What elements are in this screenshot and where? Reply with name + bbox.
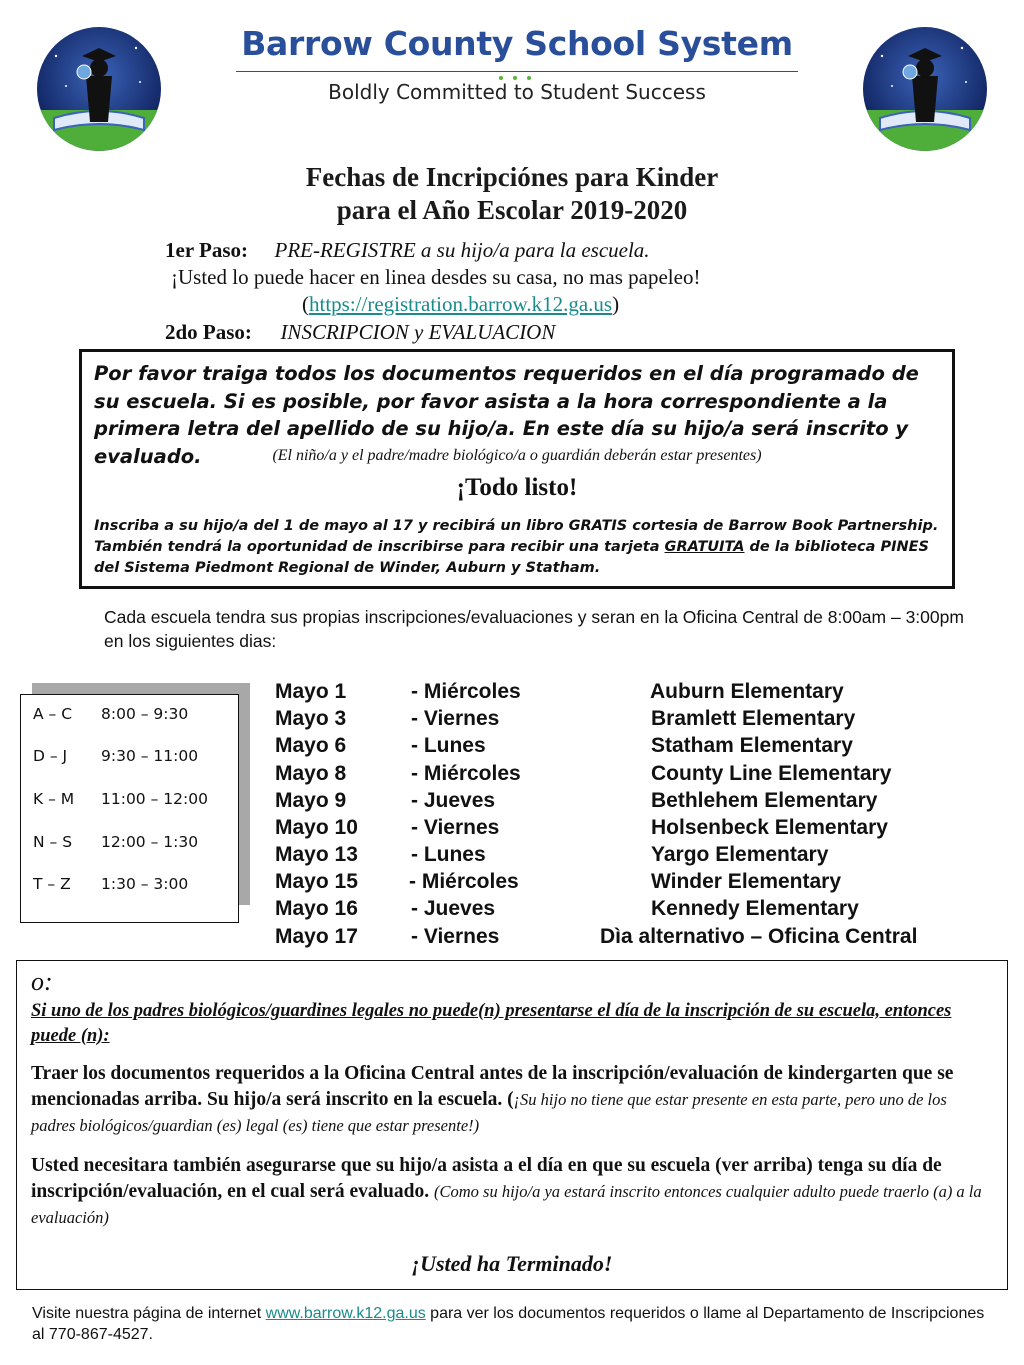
schedule-day: - Miércoles	[411, 762, 521, 785]
schedule-school: Yargo Elementary	[651, 843, 829, 866]
bring-documents-paragraph	[31, 1061, 991, 1139]
schedule-date: Mayo 9	[275, 789, 347, 812]
instructions-text: Por favor traiga todos los documentos requeridos en el día programado de su escuela. Si es posible, por favor asista a la hora correspondiente a la primera letra del apellido de su hijo/a. En este día su hijo/a será inscrito y evaluado.	[94, 362, 919, 468]
evaluation-day-text: Usted necesitara también asegurarse que su hijo/a asista a el día en que su escuela (ver arriba) tenga su día de inscripción/evaluación, en el cual será evaluado.	[31, 1155, 942, 1202]
slot-time: 11:00 – 12:00	[101, 790, 208, 808]
step1-rest: a su hijo/a para la escuela.	[420, 238, 650, 262]
ready-heading: ¡Todo listo!	[456, 474, 578, 501]
page-title-line1: Fechas de Incripciónes para Kinder	[305, 162, 719, 192]
footer-note	[32, 1303, 992, 1345]
step2-line	[165, 320, 555, 345]
schedule-date: Mayo 3	[275, 707, 347, 730]
parent-absent-condition: Si uno de los padres biológicos/guardines legales no puede(n) presentarse el día de la inscripción de su escuela, entonces puede (n):	[31, 1001, 952, 1046]
attendance-note: (El niño/a y el padre/madre biológico/a o guardián deberán estar presentes)	[272, 447, 762, 464]
schedule-school: County Line Elementary	[651, 762, 892, 785]
step2-title: INSCRIPCION y EVALUACION	[280, 320, 556, 344]
schedule-school: Winder Elementary	[651, 870, 842, 893]
bring-documents-text: Traer los documentos requeridos a la Oficina Central antes de la inscripción/evaluación de kindergarten que se mencionadas arriba. Su hijo/a será inscrito en la escuela. (	[31, 1063, 954, 1110]
registration-link[interactable]: https://registration.barrow.k12.ga.us	[309, 292, 613, 316]
schedule-date: Mayo 17	[275, 925, 358, 948]
header-dots	[494, 67, 544, 75]
step1-line	[165, 238, 650, 263]
free-word: GRATUITA	[664, 539, 745, 555]
schedule-day: - Jueves	[411, 897, 496, 920]
district-tagline: Boldly Committed to Student Success	[328, 80, 706, 104]
schedule-school: Kennedy Elementary	[651, 897, 859, 920]
step1-label: 1er Paso:	[165, 238, 249, 262]
slot-time: 1:30 – 3:00	[101, 875, 189, 893]
free-book-note	[94, 516, 944, 579]
slot-letters: T – Z	[33, 875, 71, 893]
schedule-school: Bethlehem Elementary	[651, 789, 878, 812]
bring-documents-note: ¡Su hijo no tiene que estar presente en esta parte, pero uno de los padres biológicos/guardian (es) legal (es) tiene que estar presente!)	[31, 1090, 947, 1135]
schedule-day: - Viernes	[411, 816, 500, 839]
schedule-day: - Viernes	[411, 707, 500, 730]
schedule-date: Mayo 6	[275, 734, 347, 757]
free-book-text-a: Inscriba a su hijo/a del 1 de mayo al 17 y recibirá un libro GRATIS cortesia de Barrow Book Partnership. También tendrá la oportunidad de inscribirse para recibir una tarjeta	[94, 518, 939, 555]
slot-letters: K – M	[33, 790, 75, 808]
school-logo-right	[862, 26, 988, 152]
step2-label: 2do Paso:	[165, 320, 252, 344]
schedule-school: Holsenbeck Elementary	[651, 816, 888, 839]
schedule-day: - Miércoles	[411, 680, 521, 703]
page-title-line2: para el Año Escolar 2019-2020	[336, 195, 688, 225]
step1-link-line: (https://registration.barrow.k12.ga.us)	[302, 292, 620, 316]
instructions-box	[79, 349, 955, 589]
time-slot-row	[33, 790, 208, 808]
time-slot-row	[33, 705, 188, 723]
time-slot-row	[33, 833, 198, 851]
free-book-text-b: de la biblioteca PINES del Sistema Piedmont Regional de Winder, Auburn y Statham.	[94, 539, 929, 576]
evaluation-day-paragraph	[31, 1153, 991, 1231]
schedule-day: - Lunes	[411, 843, 486, 866]
step1-title: PRE-REGISTRE	[274, 238, 416, 262]
time-slot-table	[20, 694, 239, 923]
finished-heading: ¡Usted ha Terminado!	[411, 1251, 613, 1276]
schedule-day: - Lunes	[411, 734, 486, 757]
district-website-link[interactable]: www.barrow.k12.ga.us	[265, 1305, 426, 1322]
schedule-school: Statham Elementary	[651, 734, 853, 757]
schedule-date: Mayo 8	[275, 762, 347, 785]
alternative-box	[16, 960, 1008, 1290]
time-slot-row	[33, 747, 198, 765]
slot-time: 12:00 – 1:30	[101, 833, 199, 851]
school-logo-left	[36, 26, 162, 152]
footer-text-b: para ver los documentos requeridos o llame al Departamento de Inscripciones al 770-867-4527.	[32, 1305, 985, 1343]
time-slot-row	[33, 875, 188, 893]
slot-time: 8:00 – 9:30	[101, 705, 189, 723]
slot-letters: D – J	[33, 747, 68, 765]
footer-text-a: Visite nuestra página de internet	[32, 1305, 266, 1322]
schedule-school: Dìa alternativo – Oficina Central	[600, 925, 918, 948]
schedule-date: Mayo 10	[275, 816, 358, 839]
schedule-date: Mayo 13	[275, 843, 358, 866]
schedule-day: - Viernes	[411, 925, 500, 948]
schedule-school: Auburn Elementary	[650, 680, 844, 703]
schedule-day: - Miércoles	[409, 870, 519, 893]
evaluation-day-note: (Como su hijo/a ya estará inscrito entonces cualquier adulto puede traerlo (a) a la evaluación)	[31, 1182, 982, 1227]
schedule-date: Mayo 15	[275, 870, 358, 893]
slot-letters: A – C	[33, 705, 73, 723]
step1-online-note: ¡Usted lo puede hacer en linea desdes su casa, no mas papeleo!	[171, 265, 701, 289]
schedule-intro: Cada escuela tendra sus propias inscripciones/evaluaciones y seran en la Oficina Central de 8:00am – 3:00pm en los siguientes dias:	[104, 607, 964, 651]
or-label: o:	[31, 967, 53, 996]
schedule-date: Mayo 1	[275, 680, 347, 703]
schedule-day: - Jueves	[411, 789, 496, 812]
slot-letters: N – S	[33, 833, 73, 851]
slot-time: 9:30 – 11:00	[101, 747, 199, 765]
schedule-date: Mayo 16	[275, 897, 358, 920]
schedule-school: Bramlett Elementary	[651, 707, 856, 730]
district-name: Barrow County School System	[241, 24, 793, 63]
